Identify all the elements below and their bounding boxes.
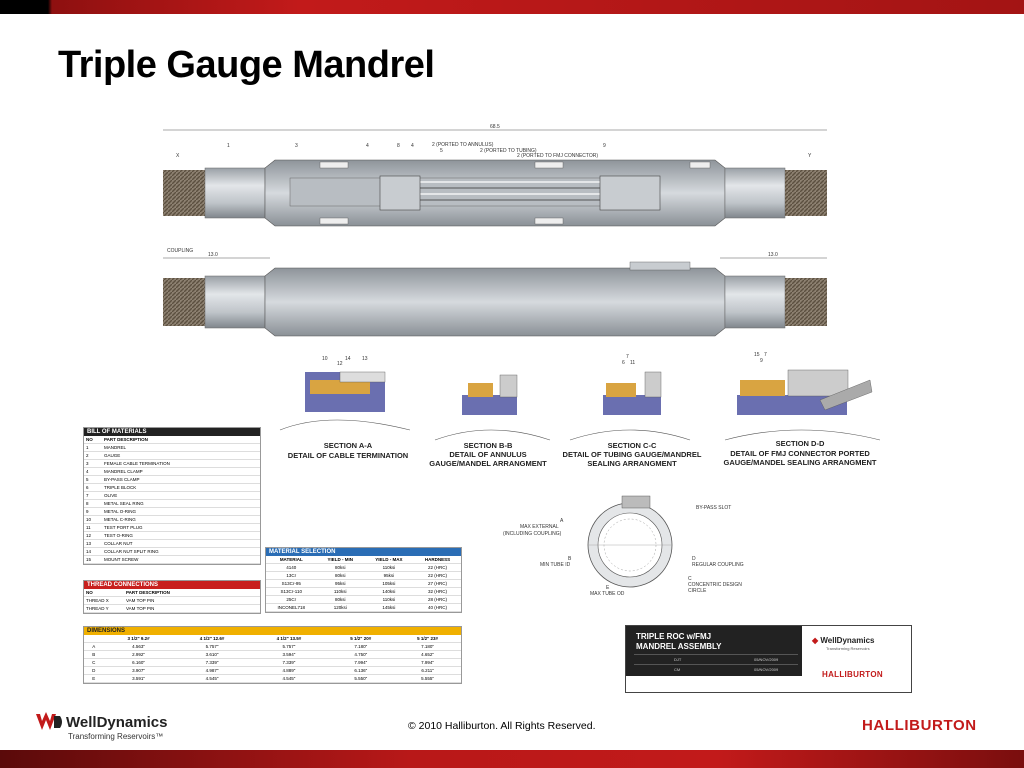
dimension-cell: 4.889" (250, 667, 327, 675)
material-cell: 22 (HRC) (414, 564, 461, 572)
cross-d: D (692, 556, 696, 562)
dimension-row (84, 659, 461, 667)
material-row (266, 572, 461, 580)
dimension-cell: B (84, 651, 103, 659)
dimension-cell: 5.757" (250, 643, 327, 651)
dimension-header: 4 1/2" 13.5# (250, 635, 327, 643)
section-b-detail (435, 375, 550, 440)
welldynamics-logo (36, 712, 168, 741)
max-external-label: MAX EXTERNAL (520, 524, 559, 530)
bom-title: BILL OF MATERIALS (84, 428, 260, 436)
dimension-cell: 6.136" (327, 667, 394, 675)
material-cell: 4140 (266, 564, 317, 572)
dimensions (83, 626, 462, 684)
material-cell: 13Cr (266, 572, 317, 580)
bom-cell: 1 (84, 444, 102, 452)
material-row (266, 596, 461, 604)
circle-label: CIRCLE (688, 588, 707, 594)
bom-row (84, 460, 260, 468)
bom-row (84, 444, 260, 452)
dimensions-title: DIMENSIONS (84, 627, 461, 635)
bom-cell: METAL C-RING (102, 516, 260, 524)
bom-row (84, 476, 260, 484)
bom-cell: 8 (84, 500, 102, 508)
wd-tagline: Transforming Reservoirs™ (68, 732, 164, 741)
checked-date: 05/NOV/2009 (754, 667, 779, 672)
material-row (266, 564, 461, 572)
label-4b: 4 (411, 143, 414, 149)
bom-cell: TRIPLE BLOCK (102, 484, 260, 492)
max-tube-od-label: MAX TUBE OD (590, 591, 625, 597)
title-block-wd-logo: ◆ WellDynamics (812, 636, 875, 645)
top-view-assembly (163, 160, 827, 226)
label-ported-fmj: 2 (PORTED TO FMJ CONNECTOR) (517, 153, 599, 159)
dimension-cell: 7.339" (250, 659, 327, 667)
label-4a: 4 (366, 143, 369, 149)
checked-by: CM (674, 667, 681, 672)
material-cell: 110ksi (364, 596, 414, 604)
material-row (266, 580, 461, 588)
bom-row (84, 516, 260, 524)
section-d-caption: SECTION D-D (775, 439, 825, 448)
sec-d-callout-7: 7 (764, 352, 767, 358)
dimension-cell: 6.160" (103, 659, 173, 667)
bom-cell: 10 (84, 516, 102, 524)
thread-title: THREAD CONNECTIONS (84, 581, 260, 589)
dimension-cell: 3.907" (103, 667, 173, 675)
label-9: 9 (603, 143, 606, 149)
sec-c-callout-6: 6 (622, 360, 625, 366)
bom-cell: 7 (84, 492, 102, 500)
wd-mark-icon (36, 712, 64, 732)
drawing-title-block (625, 625, 912, 693)
dimension-cell: 7.994" (327, 659, 394, 667)
dimension-header (84, 635, 103, 643)
dimension-cell: 3.591" (103, 675, 173, 683)
bom-cell: 2 (84, 452, 102, 460)
dimension-cell: 3.594" (250, 651, 327, 659)
material-cell: 80ksi (317, 564, 364, 572)
drawn-by: DJT (674, 657, 682, 662)
sec-a-callout-13: 13 (362, 356, 368, 362)
bom-cell: 3 (84, 460, 102, 468)
material-cell: 80ksi (317, 572, 364, 580)
material-cell: 32 (HRC) (414, 588, 461, 596)
bom-cell: COLLAR NUT SPLIT RING (102, 548, 260, 556)
cross-c: C (688, 576, 692, 582)
min-tube-id-label: MIN TUBE ID (540, 562, 571, 568)
sec-a-callout-10: 10 (322, 356, 328, 362)
section-b-sub: DETAIL OF ANNULUS (449, 450, 527, 459)
section-b-caption: SECTION B-B (463, 441, 513, 450)
section-a-caption: SECTION A-A (323, 441, 373, 450)
copyright: © 2010 Halliburton. All Rights Reserved. (408, 720, 596, 732)
bom-row (84, 500, 260, 508)
bom-cell: TEST O-RING (102, 532, 260, 540)
bom-row (84, 556, 260, 564)
bom-row (84, 468, 260, 476)
bom-row (84, 540, 260, 548)
cross-section-view (588, 496, 672, 587)
dimension-cell: 4.545" (250, 675, 327, 683)
regular-coupling-label: REGULAR COUPLING (692, 562, 744, 568)
thread-row (84, 597, 260, 605)
thread-row (84, 605, 260, 613)
section-d-sub2: GAUGE/MANDEL SEALING ARRANGMENT (723, 458, 877, 467)
page-title: Triple Gauge Mandrel (58, 44, 435, 86)
bom-row (84, 492, 260, 500)
cross-a: A (560, 518, 564, 524)
right-dim-label: 13.0 (768, 252, 778, 258)
material-table (266, 556, 461, 612)
bill-of-materials (83, 427, 261, 565)
bom-cell: 12 (84, 532, 102, 540)
bom-cell: 4 (84, 468, 102, 476)
thread-cell: THREAD Y (84, 605, 124, 613)
bom-cell: METAL SEAL RING (102, 500, 260, 508)
material-cell: S13Cr-110 (266, 588, 317, 596)
bom-cell: 14 (84, 548, 102, 556)
bom-cell: 11 (84, 524, 102, 532)
halliburton-logo: HALLIBURTON (862, 717, 977, 734)
bom-row (84, 524, 260, 532)
dimension-cell: 4.545" (174, 675, 251, 683)
material-cell: 27 (HRC) (414, 580, 461, 588)
material-cell: 145ksi (364, 604, 414, 612)
material-header: MATERIAL (266, 556, 317, 564)
dimension-cell: 5.757" (174, 643, 251, 651)
bottom-accent-bar (0, 750, 1024, 768)
dimension-cell: 4.652" (394, 651, 461, 659)
bom-cell: GAUGE (102, 452, 260, 460)
dimension-cell: 7.994" (394, 659, 461, 667)
dimension-header: 5 1/2" 23# (394, 635, 461, 643)
sec-a-callout-12: 12 (337, 361, 343, 367)
sec-c-callout-7: 7 (626, 354, 629, 360)
bom-row (84, 452, 260, 460)
bom-cell: 5 (84, 476, 102, 484)
overall-length-label: 68.5 (490, 124, 500, 130)
including-coupling-label: (INCLUDING COUPLING) (503, 531, 562, 537)
dimension-cell: E (84, 675, 103, 683)
dimension-row (84, 651, 461, 659)
section-c-caption: SECTION C-C (607, 441, 657, 450)
material-cell: 28 (HRC) (414, 596, 461, 604)
material-cell: 120ksi (317, 604, 364, 612)
dimension-header: 5 1/2" 20# (327, 635, 394, 643)
section-a-detail (280, 372, 410, 430)
bom-cell: 15 (84, 556, 102, 564)
dimension-cell: 7.339" (174, 659, 251, 667)
label-y: Y (808, 153, 812, 159)
dimension-cell: 7.180" (394, 643, 461, 651)
material-cell: INCONEL718 (266, 604, 317, 612)
section-d-detail (725, 370, 880, 440)
sec-c-callout-11: 11 (630, 360, 636, 366)
bom-cell: MOUNT SCREW (102, 556, 260, 564)
dimension-cell: 2.992" (103, 651, 173, 659)
left-dim-label: 13.0 (208, 252, 218, 258)
thread-header-desc: PART DESCRIPTION (124, 589, 260, 597)
material-cell: 105ksi (364, 580, 414, 588)
label-1: 1 (227, 143, 230, 149)
dimension-cell: 4.563" (103, 643, 173, 651)
wd-name: WellDynamics (66, 714, 168, 731)
dimension-row (84, 675, 461, 683)
dimension-header: 4 1/2" 12.6# (174, 635, 251, 643)
cross-e: E (606, 585, 610, 591)
sec-a-callout-14: 14 (345, 356, 351, 362)
drawn-date: 05/NOV/2009 (754, 657, 779, 662)
material-cell: 22 (HRC) (414, 572, 461, 580)
bom-cell: BY-PASS CLAMP (102, 476, 260, 484)
material-cell: 95ksi (317, 580, 364, 588)
thread-table (84, 589, 260, 613)
dimensions-table (84, 635, 461, 683)
bom-cell: TEST PORT PLUG (102, 524, 260, 532)
bom-cell: 9 (84, 508, 102, 516)
bom-cell: OLIVE (102, 492, 260, 500)
bom-cell: 13 (84, 540, 102, 548)
coupling-label: COUPLING (167, 248, 194, 254)
label-ported-annulus: 2 (PORTED TO ANNULUS) (432, 142, 494, 148)
dimension-cell: 4.750" (327, 651, 394, 659)
label-3: 3 (295, 143, 298, 149)
dimension-row (84, 643, 461, 651)
label-ported-tubing: 2 (PORTED TO TUBING) (480, 148, 537, 154)
section-c-detail (570, 372, 690, 440)
dimension-row (84, 667, 461, 675)
dimension-header: 3 1/2" 9.2# (103, 635, 173, 643)
bom-cell: MANDREL (102, 444, 260, 452)
bom-cell: 6 (84, 484, 102, 492)
thread-connections (83, 580, 261, 614)
material-row (266, 604, 461, 612)
sec-d-callout-9: 9 (760, 358, 763, 364)
dimension-cell: C (84, 659, 103, 667)
bom-header-desc: PART DESCRIPTION (102, 436, 260, 444)
bom-row (84, 484, 260, 492)
dimension-cell: 5.550" (327, 675, 394, 683)
bom-cell: COLLAR NUT (102, 540, 260, 548)
bom-cell: FEMALE CABLE TERMINATION (102, 460, 260, 468)
bom-header-no: NO (84, 436, 102, 444)
section-b-sub2: GAUGE/MANDEL ARRANGMENT (429, 459, 547, 468)
thread-cell: THREAD X (84, 597, 124, 605)
cross-b: B (568, 556, 572, 562)
side-view-assembly (163, 262, 827, 336)
material-header: HARDNESS (414, 556, 461, 564)
material-header: YIELD - MIN (317, 556, 364, 564)
material-cell: 25Cr (266, 596, 317, 604)
title-block-wd-sub: Transforming Reservoirs (826, 646, 870, 651)
sec-d-callout-15: 15 (754, 352, 760, 358)
bom-row (84, 532, 260, 540)
material-header: YIELD - MAX (364, 556, 414, 564)
title-block-halliburton: HALLIBURTON (822, 670, 883, 679)
dimension-cell: D (84, 667, 103, 675)
material-cell: 40 (HRC) (414, 604, 461, 612)
bom-cell: METAL O-RING (102, 508, 260, 516)
label-5: 5 (440, 148, 443, 154)
bom-row (84, 508, 260, 516)
title-block-line1: TRIPLE ROC w/FMJ (636, 632, 712, 641)
bom-cell: MANDREL CLAMP (102, 468, 260, 476)
thread-cell: VAM TOP PIN (124, 597, 260, 605)
material-row (266, 588, 461, 596)
material-cell: 95ksi (364, 572, 414, 580)
material-cell: 80ksi (317, 596, 364, 604)
dimension-cell: 7.180" (327, 643, 394, 651)
dimension-cell: 3.610" (174, 651, 251, 659)
bom-row (84, 548, 260, 556)
section-c-sub: DETAIL OF TUBING GAUGE/MANDREL (562, 450, 702, 459)
dimension-cell: 5.555" (394, 675, 461, 683)
material-cell: 110ksi (317, 588, 364, 596)
material-cell: 140ksi (364, 588, 414, 596)
section-c-sub2: SEALING ARRANGMENT (587, 459, 677, 468)
material-cell: 110ksi (364, 564, 414, 572)
concentric-label: CONCENTRIC DESIGN (688, 582, 742, 588)
material-selection (265, 547, 462, 613)
title-block-line2: MANDREL ASSEMBLY (636, 642, 722, 651)
dimension-cell: 6.211" (394, 667, 461, 675)
bypass-slot-label: BY-PASS SLOT (696, 505, 732, 511)
label-8: 8 (397, 143, 400, 149)
bom-table (84, 436, 260, 564)
thread-cell: VAM TOP PIN (124, 605, 260, 613)
section-a-sub: DETAIL OF CABLE TERMINATION (287, 451, 409, 460)
dimension-cell: 4.987" (174, 667, 251, 675)
label-x: X (176, 153, 180, 159)
dimension-cell: A (84, 643, 103, 651)
section-d-sub: DETAIL OF FMJ CONNECTOR PORTED (730, 449, 870, 458)
material-cell: S13Cr-95 (266, 580, 317, 588)
thread-header-no: NO (84, 589, 124, 597)
material-title: MATERIAL SELECTION (266, 548, 461, 556)
